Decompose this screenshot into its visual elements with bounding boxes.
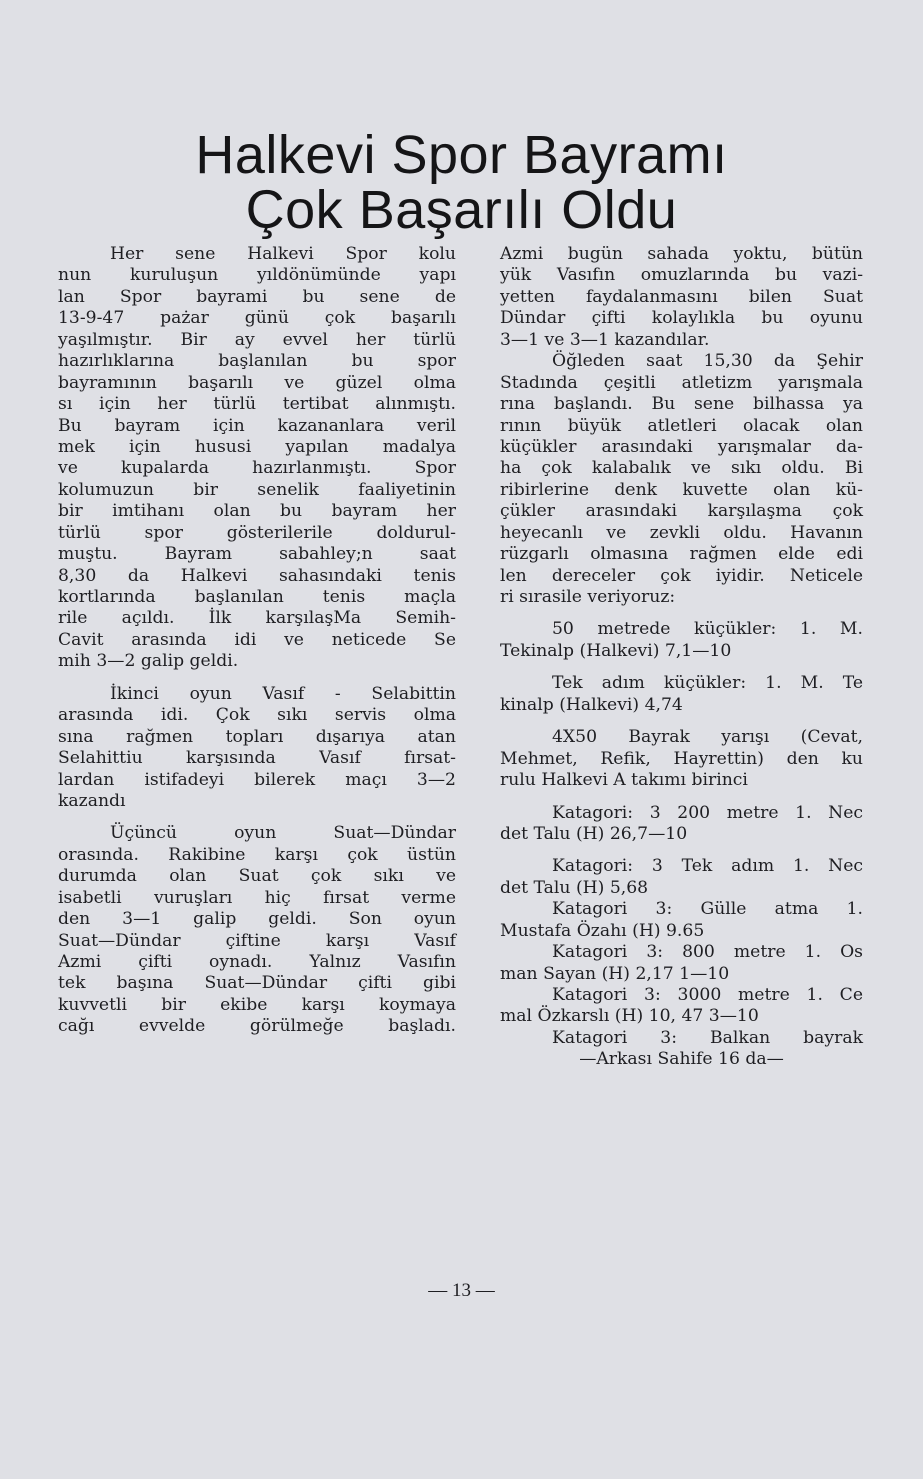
text-line: 8,30 da Halkevi sahasındaki tenis — [58, 565, 456, 586]
text-line: durumda olan Suat çok sıkı ve — [58, 866, 456, 887]
left-text-column — [58, 244, 456, 1038]
text-line: 4X50 Bayrak yarışı (Cevat, — [552, 727, 863, 748]
text-line: ve kupalarda hazırlanmıştı. Spor — [58, 458, 456, 479]
text-line: kuvvetli bir ekibe karşı koymaya — [58, 994, 456, 1015]
text-line: arasında idi. Çok sıkı servis olma — [58, 705, 456, 726]
text-line: İkinci oyun Vasıf - Selabittin — [110, 683, 456, 704]
text-line: nun kuruluşun yıldönümünde yapı — [58, 265, 456, 286]
text-line: 13-9-47 pażar günü çok başarılı — [58, 308, 456, 329]
text-line: ri sırasile veriyoruz: — [500, 587, 676, 607]
text-line: Azmi bugün sahada yoktu, bütün — [500, 244, 863, 264]
text-line: Azmi çifti oynadı. Yalnız Vasıfın — [58, 952, 456, 972]
text-line: tek başına Suat—Dündar çifti gibi — [58, 973, 456, 994]
text-line: sına rağmen topları dışarıya atan — [58, 726, 456, 747]
paragraph-gap — [500, 662, 863, 673]
text-line: cağı evvelde görülmeğe başladı. — [58, 1016, 456, 1037]
text-line: küçükler arasındaki yarışmalar da- — [500, 436, 863, 457]
text-line: Selahittiu karşısında Vasıf fırsat- — [58, 748, 456, 769]
text-line: Mehmet, Refik, Hayrettin) den ku — [500, 748, 863, 769]
text-line: çükler arasındaki karşılaşma çok — [500, 501, 863, 522]
text-line: ribirlerine denk kuvette olan kü- — [500, 479, 863, 500]
text-line: Katagori 3: Balkan bayrak — [552, 1027, 863, 1048]
text-line: mal Özkarslı (H) 10, 47 3—10 — [500, 1006, 759, 1027]
paragraph-gap — [500, 792, 863, 803]
paragraph-gap — [500, 608, 863, 619]
text-line: rile açıldı. İlk karşılaşMa Semih- — [58, 608, 456, 629]
text-line: sı için her türlü tertibat alınmıştı. — [58, 394, 456, 415]
text-line: Dündar çifti kolaylıkla bu oyunu — [500, 308, 863, 329]
text-line: Katagori 3: Gülle atma 1. — [552, 899, 863, 920]
article-title-line-2: Çok Başarılı Oldu — [245, 180, 678, 240]
page-number: — 13 — — [428, 1280, 495, 1301]
text-line: Bu bayram için kazananlara veril — [58, 415, 456, 436]
text-line: Her sene Halkevi Spor kolu — [110, 244, 456, 264]
text-line: Katagori 3: 800 metre 1. Os — [552, 942, 863, 963]
text-line: mek için hususi yapılan madalya — [58, 436, 456, 457]
paragraph-gap — [58, 812, 456, 823]
text-line: den 3—1 galip geldi. Son oyun — [58, 909, 456, 930]
text-line: 50 metrede küçükler: 1. M. — [552, 619, 863, 640]
text-line: Üçüncü oyun Suat—Dündar — [110, 823, 456, 844]
text-line: yetten faydalanmasını bilen Suat — [500, 286, 863, 307]
text-line: kortlarında başlanılan tenis maçla — [58, 587, 456, 607]
text-line: türlü spor gösterilerile doldurul- — [58, 522, 456, 543]
text-line: 3—1 ve 3—1 kazandılar. — [500, 329, 710, 350]
text-line: lan Spor bayrami bu sene de — [58, 286, 456, 307]
text-line: man Sayan (H) 2,17 1—10 — [500, 963, 730, 984]
text-line: bayramının başarılı ve güzel olma — [58, 372, 456, 393]
text-line: lardan istifadeyi bilerek maçı 3—2 — [58, 769, 456, 790]
text-line: ha çok kalabalık ve sıkı oldu. Bi — [500, 458, 863, 479]
text-line: rına başlandı. Bu sene bilhassa ya — [500, 394, 863, 415]
text-line: hazırlıklarına başlanılan bu spor — [58, 351, 456, 372]
text-line: len dereceler çok iyidir. Neticele — [500, 565, 863, 586]
article-title-line-1: Halkevi Spor Bayramı — [195, 125, 728, 185]
text-line: Mustafa Özahı (H) 9.65 — [500, 920, 705, 941]
text-line: Stadında çeşitli atletizm yarışmala — [500, 372, 863, 393]
text-line: Suat—Dündar çiftine karşı Vasıf — [58, 930, 456, 951]
text-line: kazandı — [58, 790, 126, 811]
text-line: Cavit arasında idi ve neticede Se — [58, 629, 456, 650]
paragraph-gap — [58, 673, 456, 684]
text-line: Katagori 3: 3000 metre 1. Ce — [552, 985, 863, 1005]
text-line: rulu Halkevi A takımı birinci — [500, 770, 748, 791]
text-line: heyecanlı ve zevkli oldu. Havanın — [500, 522, 863, 543]
text-line: yük Vasıfın omuzlarında bu vazi- — [500, 265, 863, 286]
text-line: yaşılmıştır. Bir ay evvel her türlü — [58, 329, 456, 350]
text-line: bir imtihanı olan bu bayram her — [58, 501, 456, 522]
text-line: kinalp (Halkevi) 4,74 — [500, 694, 683, 715]
text-line: orasında. Rakibine karşı çok üstün — [58, 844, 456, 865]
text-line: —Arkası Sahife 16 da— — [579, 1049, 784, 1070]
text-line: rının büyük atletleri olacak olan — [500, 415, 863, 436]
text-line: Katagori: 3 200 metre 1. Nec — [552, 802, 863, 823]
text-line: Tekinalp (Halkevi) 7,1—10 — [500, 640, 732, 661]
text-line: mih 3—2 galip geldi. — [58, 651, 239, 672]
text-line: det Talu (H) 5,68 — [500, 877, 649, 898]
text-line: Katagori: 3 Tek adım 1. Nec — [552, 856, 863, 877]
text-line: muştu. Bayram sabahley;n saat — [58, 544, 456, 565]
text-line: rüzgarlı olmasına rağmen elde edi — [500, 544, 863, 565]
right-text-column — [500, 244, 863, 1071]
text-line: kolumuzun bir senelik faaliyetinin — [58, 479, 456, 500]
paragraph-gap — [500, 716, 863, 727]
text-line: Tek adım küçükler: 1. M. Te — [552, 673, 863, 694]
text-line: isabetli vuruşları hiç fırsat verme — [58, 887, 456, 908]
paragraph-gap — [500, 845, 863, 856]
text-line: det Talu (H) 26,7—10 — [500, 823, 688, 844]
text-line: Öğleden saat 15,30 da Şehir — [552, 351, 863, 372]
